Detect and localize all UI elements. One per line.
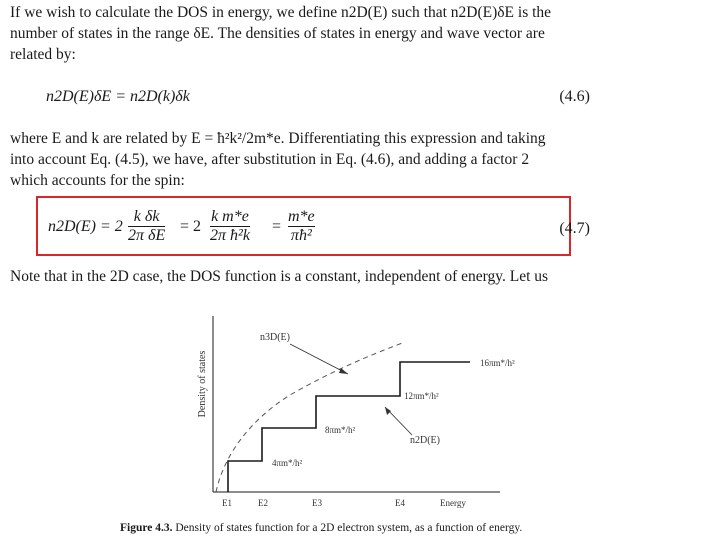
text-line: number of states in the range δE. The densities of states in energy and wave vector are [10,25,545,42]
equals-sign: = [272,218,282,235]
label-n3d: n3D(E) [260,332,290,343]
fraction-denominator: 2π δE [128,227,166,244]
dos-3d-curve [216,342,405,492]
fraction-numerator: k m*e [211,208,249,225]
equation-number: (4.7) [559,220,590,237]
label-n2d: n2D(E) [410,435,440,446]
equation-lhs: n2D(E) = 2 [48,218,123,235]
fraction-numerator: k δk [133,208,160,225]
fraction-denominator: 2π ħ²k [210,227,250,244]
figure-caption [120,522,522,534]
y-axis-label: Density of states [197,350,208,418]
text-line: into account Eq. (4.5), we have, after substitution in Eq. (4.6), and adding a factor 2 [10,151,530,168]
label-step-4: 16πm*/h² [480,358,515,368]
tick-e3: E3 [312,498,322,508]
label-step-1: 4πm*/h² [272,458,303,468]
text-line: where E and k are related by E = ħ²k²/2m*e. Differentiating this expression and taking [10,130,546,147]
tick-e1: E1 [222,498,232,508]
text-line: related by: [10,46,76,63]
text-line: Note that in the 2D case, the DOS function is a constant, independent of energy. Let us [10,268,549,285]
fraction-numerator: m*e [288,208,315,225]
x-axis-label: Energy [440,498,466,508]
text-line: If we wish to calculate the DOS in energy, we define n2D(E) such that n2D(E)δE is the [10,4,552,21]
arrow-head-icon [385,407,391,415]
tick-e4: E4 [395,498,405,508]
fraction-denominator: πħ² [288,226,315,245]
caption-text: Density of states function for a 2D electron system, as a function of energy. [172,522,523,534]
equation-body: n2D(E)δE = n2D(k)δk [46,88,190,105]
caption-label: Figure 4.3. [120,522,173,534]
arrow-n3d [290,344,348,374]
equation-number: (4.6) [559,88,590,105]
tick-e2: E2 [258,498,268,508]
equals-sign: = 2 [180,218,202,235]
label-step-2: 8πm*/h² [325,425,356,435]
text-line: which accounts for the spin: [10,172,185,189]
label-step-3: 12πm*/h² [404,391,439,401]
